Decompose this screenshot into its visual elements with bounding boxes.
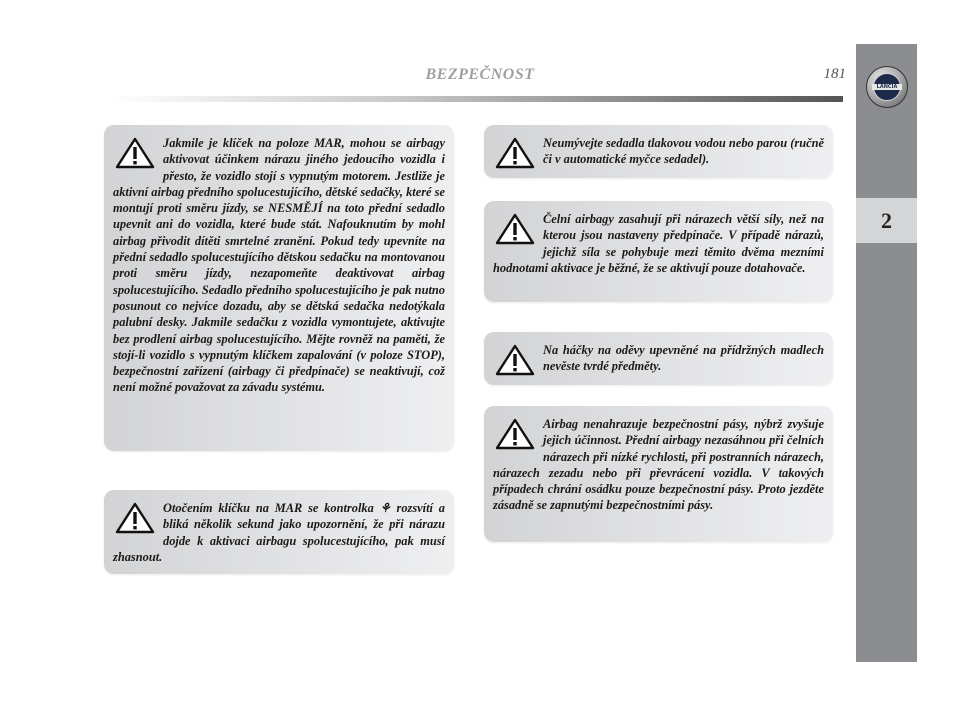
warning-content <box>493 211 824 276</box>
warning-text: Otočením klíčku na MAR se kontrolka ⚘ rozsvítí a bliká několik sekund jako upozornění, že při nárazu dojde k aktivaci airbagu spolucestujícího, pak musí zhasnout. <box>113 501 445 564</box>
warning-box <box>104 490 454 574</box>
warning-text: Jakmile je klíček na poloze MAR, mohou se airbagy aktivovat účinkem nárazu jiného jedoucího vozidla i přesto, že vozidlo stojí s vypnutým motorem. Jestliže je aktivní airbag předního spolucestujícího, dětské sedačky, které se montují proti směru jízdy, se NESMĚJÍ na toto přední sedadlo upevnit ani do vozidla, které bude stát. Nafouknutím by mohl airbag přivodit dítěti smrtelné zranění. Pokud tedy upevníte na přední sedadlo spolucestujícího dětskou sedačku na montovanou proti směru jízdy, nezapomeňte deaktivovat airbag spolucestujícího. Sedadlo předního spolucestujícího je pak nutno posunout co nejvíce dozadu, aby se dětská sedačka nedotýkala palubní desky. Jakmile sedačku z vozidla vymontujete, aktivujte bez prodlení airbag spolucestujícího. Mějte rovněž na paměti, že stojí-li vozidlo s vypnutým klíčkem zapalování (v poloze STOP), bezpečnostní zařízení (airbagy či předpínače) se neaktivují, což není možné považovat za závadu systému. <box>113 136 445 395</box>
warning-triangle-icon <box>495 344 535 376</box>
side-tab <box>856 44 917 662</box>
warning-box <box>484 125 833 178</box>
running-header-title: BEZPEČNOST <box>425 66 535 83</box>
warning-box <box>104 125 454 451</box>
logo-text: LANCIA <box>872 84 902 90</box>
warning-triangle-icon <box>115 502 155 534</box>
warning-triangle-icon <box>495 418 535 450</box>
warning-triangle-icon <box>115 137 155 169</box>
warning-triangle-icon <box>495 213 535 245</box>
warning-text: Čelní airbagy zasahují při nárazech větší síly, než na kterou jsou nastaveny předpínače. V případě nárazů, jejichž síla se pohybuje mezi těmito dvěma mezními hodnotami aktivace je běžné, že se aktivují pouze dotahovače. <box>493 212 824 275</box>
warning-box <box>484 406 833 542</box>
warning-box <box>484 332 833 385</box>
warning-text: Airbag nenahrazuje bezpečnostní pásy, nýbrž zvyšuje jejich účinnost. Přední airbagy nezasáhnou při čelních nárazech při nízké rychlosti, při postranních nárazech, nárazech zezadu nebo při převrácení vozidla. V takových případech chrání osádku pouze bezpečnostní pásy. Proto jezděte zásadně se zapnutými bezpečnostními pásy. <box>493 417 824 513</box>
warning-content <box>493 342 824 378</box>
warning-content <box>493 135 824 171</box>
warning-text: Na háčky na oděvy upevněné na přídržných madlech nevěste tvrdé předměty. <box>543 343 824 374</box>
warning-triangle-icon <box>495 137 535 169</box>
warning-content <box>113 135 445 396</box>
header-rule <box>108 96 843 102</box>
logo-shield <box>873 73 901 101</box>
warning-text: Neumývejte sedadla tlakovou vodou nebo parou (ručně či v automatické myčce sedadel). <box>543 136 824 167</box>
chapter-number: 2 <box>856 198 917 243</box>
warning-box <box>484 201 833 302</box>
warning-content <box>493 416 824 514</box>
brand-logo-icon <box>866 66 908 108</box>
warning-content <box>113 500 445 565</box>
page-number: 181 <box>823 66 846 82</box>
